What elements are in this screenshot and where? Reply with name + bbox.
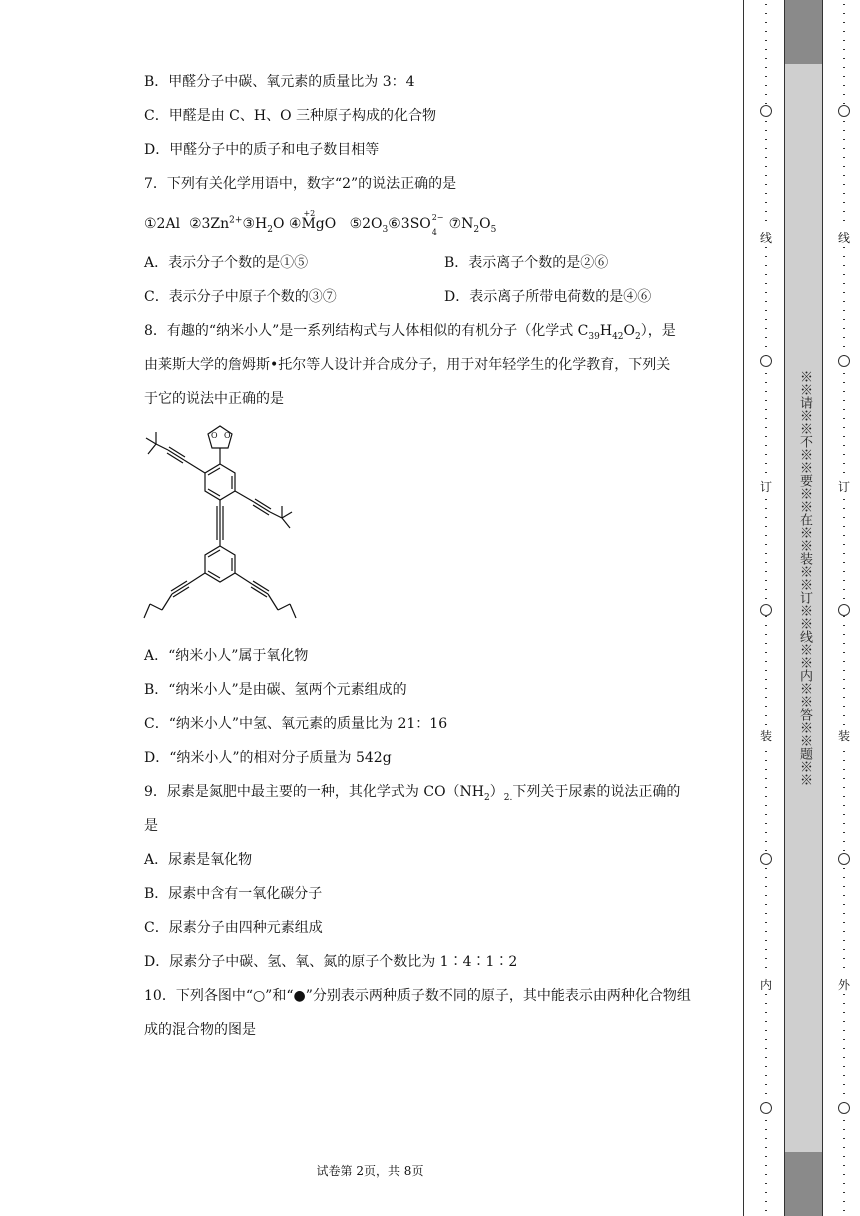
- page-footer: 试卷第 2页，共 8页: [316, 1164, 424, 1178]
- q7-option-b: B．表示离子个数的是②⑥: [444, 255, 609, 271]
- nanoputian-structure-diagram: [140, 422, 300, 622]
- inner-circle-5: [760, 1102, 772, 1114]
- inner-circle-3: [760, 604, 772, 616]
- q7-option-a: A．表示分子个数的是①⑤: [144, 255, 309, 271]
- inner-label-nei: 内: [759, 978, 772, 992]
- inner-label-zhuang: 装: [759, 729, 772, 743]
- outer-label-zhuang: 装: [837, 729, 850, 743]
- svg-text:O: O: [211, 431, 218, 440]
- seal-band-top-block: [784, 0, 822, 64]
- outer-circle-4: [838, 853, 850, 865]
- q9-option-b: B．尿素中含有一氧化碳分子: [144, 886, 323, 902]
- q7-items: ①2Al $②3Zn^{2+}③H_2O$ ④ +2 MgO $⑤2O_3⑥3SO$ 2− 4 $⑦N_2O_5$: [144, 209, 497, 237]
- q9-option-d: D．尿素分子中碳、氢、氧、氮的原子个数比为 1∶4∶1∶2: [144, 954, 518, 970]
- q7-option-d: D．表示离子所带电荷数的是④⑥: [444, 289, 652, 305]
- seal-band-right-line: [822, 0, 823, 1216]
- q9-stem-line1: 9．尿素是氮肥中最主要的一种，其化学式为 $CO(NH_2)_{2.}$下列关于尿素的说法正确的: [144, 784, 681, 803]
- q9-option-a: A．尿素是氧化物: [144, 852, 253, 868]
- seal-band-warning: ※※请※※不※※要※※在※※装※※订※※线※※内※※答※※题※※: [797, 370, 812, 786]
- q6-option-b: B．甲醛分子中碳、氧元素的质量比为 3：4: [144, 74, 415, 90]
- q10-stem-line2: 成的混合物的图是: [144, 1022, 256, 1038]
- outer-label-ding: 订: [837, 480, 850, 494]
- inner-circle-2: [760, 355, 772, 367]
- q8-stem-line2: 由莱斯大学的詹姆斯•托尔等人设计并合成分子，用于对年轻学生的化学教育，下列关: [144, 357, 671, 373]
- margin-outer-line: [743, 0, 744, 1216]
- q8-option-a: A．“纳米小人”属于氧化物: [144, 648, 309, 664]
- inner-label-xian: 线: [759, 231, 772, 245]
- outer-circle-3: [838, 604, 850, 616]
- outer-label-xian: 线: [837, 231, 850, 245]
- seal-band-bottom-block: [784, 1152, 822, 1216]
- outer-circle-2: [838, 355, 850, 367]
- inner-label-ding: 订: [759, 480, 772, 494]
- svg-text:O: O: [224, 431, 231, 440]
- q6-option-d: D．甲醛分子中的质子和电子数目相等: [144, 142, 380, 158]
- outer-circle-5: [838, 1102, 850, 1114]
- outer-label-wai: 外: [837, 978, 850, 992]
- q8-stem-line1: 8．有趣的“纳米小人”是一系列结构式与人体相似的有机分子（化学式 $C_{39}H_{42}O_2$），是: [144, 323, 676, 342]
- q8-option-b: B．“纳米小人”是由碳、氢两个元素组成的: [144, 682, 407, 698]
- q9-option-c: C．尿素分子由四种元素组成: [144, 920, 323, 936]
- outer-circle-1: [838, 105, 850, 117]
- q10-stem-line1: 10．下列各图中“○”和“●”分别表示两种质子数不同的原子，其中能表示由两种化合物组: [144, 988, 691, 1004]
- seal-band-left-line: [784, 0, 785, 1216]
- q8-stem-line3: 于它的说法中正确的是: [144, 391, 284, 407]
- q7-option-c: C．表示分子中原子个数的③⑦: [144, 289, 337, 305]
- q6-option-c: C．甲醛是由 C、H、O 三种原子构成的化合物: [144, 108, 437, 124]
- inner-circle-1: [760, 105, 772, 117]
- q9-stem-line2: 是: [144, 818, 158, 834]
- q7-stem: 7．下列有关化学用语中，数字“2”的说法正确的是: [144, 176, 457, 192]
- q8-option-c: C．“纳米小人”中氢、氧元素的质量比为 21：16: [144, 716, 448, 732]
- q8-option-d: D．“纳米小人”的相对分子质量为 542g: [144, 750, 392, 766]
- inner-circle-4: [760, 853, 772, 865]
